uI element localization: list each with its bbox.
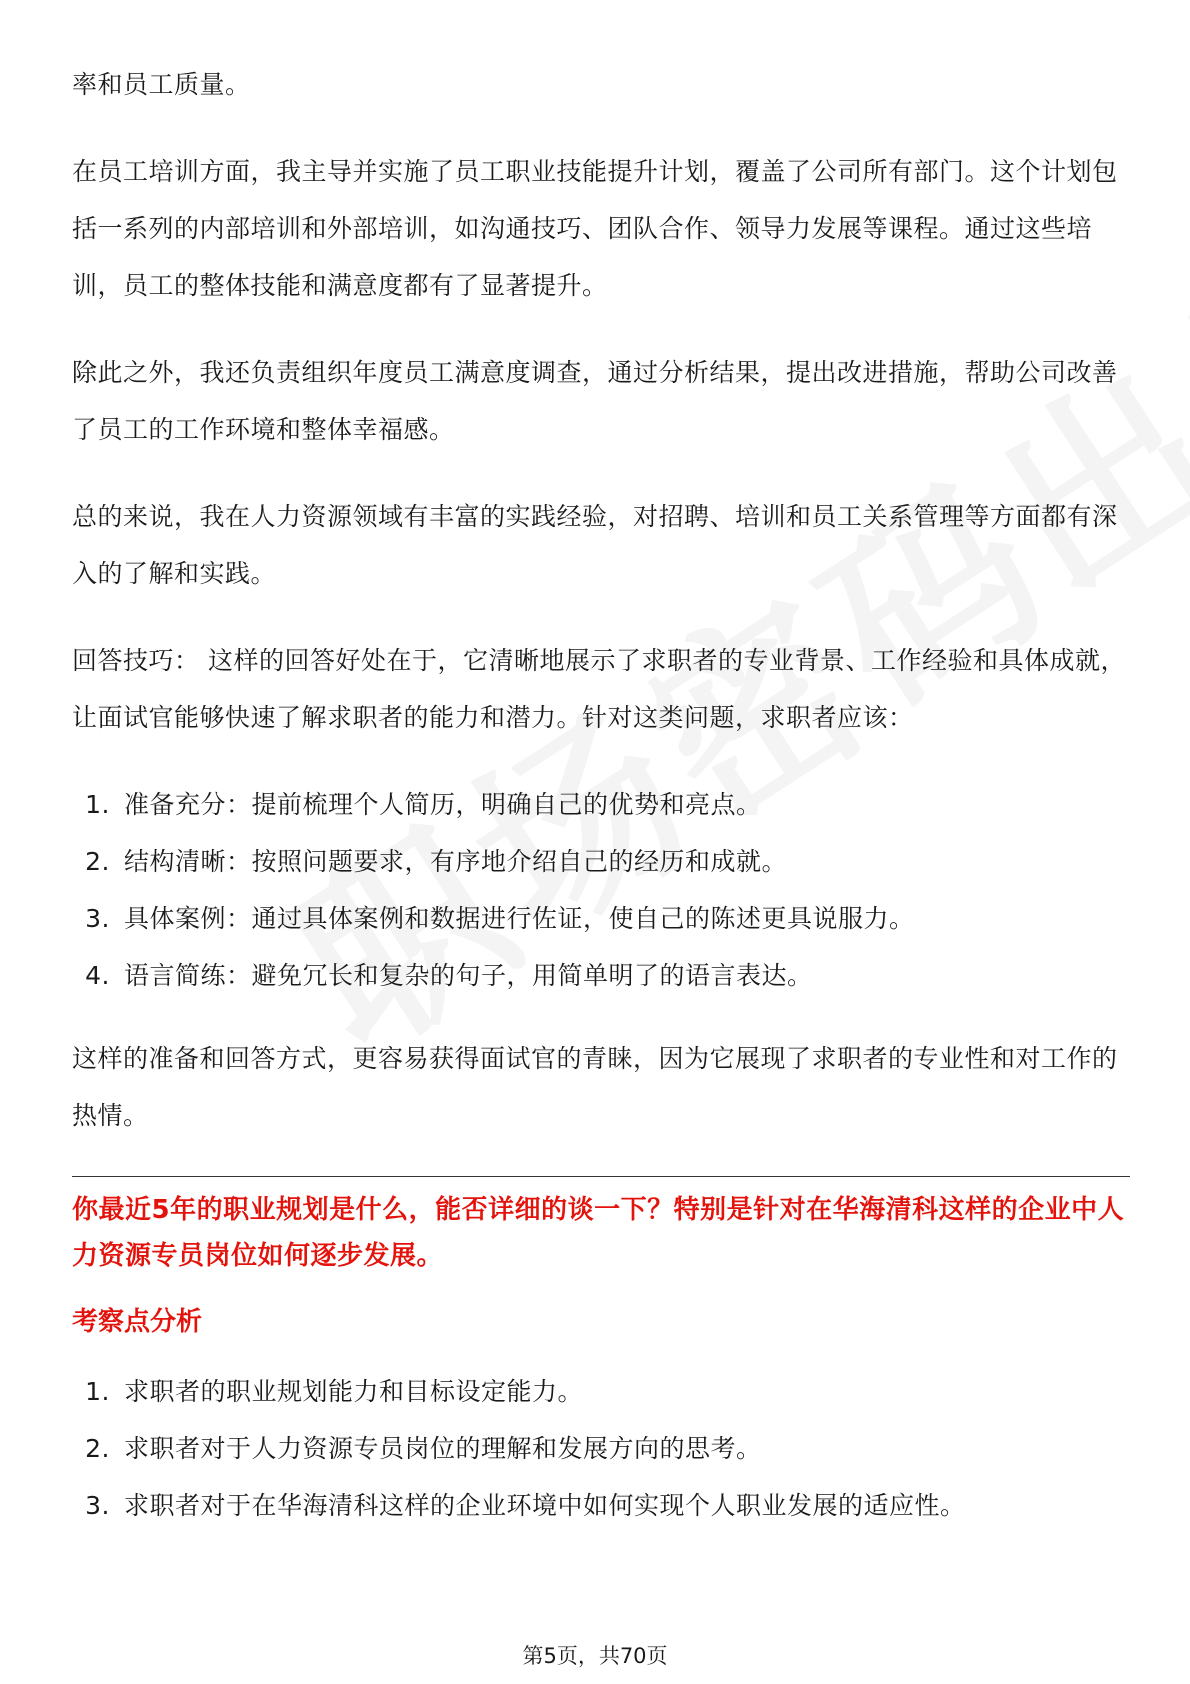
list-item — [72, 1477, 1130, 1534]
closing-paragraph: 这样的准备和回答方式，更容易获得面试官的青睐，因为它展现了求职者的专业性和对工作的热情。 — [72, 1044, 1118, 1130]
section-divider — [72, 1176, 1130, 1177]
list-item — [72, 1420, 1130, 1477]
page-number: 第5页，共70页 — [522, 1644, 668, 1668]
list-item — [72, 833, 1130, 890]
list-text: 结构清晰：按照问题要求，有序地介绍自己的经历和成就。 — [124, 847, 788, 876]
page-content — [72, 56, 1130, 1560]
list-item — [72, 947, 1130, 1004]
answer-tips-paragraph: 回答技巧： 这样的回答好处在于，它清晰地展示了求职者的专业背景、工作经验和具体成就，让面试官能够快速了解求职者的能力和潜力。针对这类问题，求职者应该： — [72, 646, 1126, 732]
tips-list — [72, 776, 1130, 1004]
list-number: 3. — [85, 1491, 110, 1520]
list-text: 准备充分：提前梳理个人简历，明确自己的优势和亮点。 — [124, 790, 762, 819]
list-number: 4. — [85, 961, 110, 990]
paragraph: 除此之外，我还负责组织年度员工满意度调查，通过分析结果，提出改进措施，帮助公司改善了员工的工作环境和整体幸福感。 — [72, 358, 1118, 444]
paragraph: 总的来说，我在人力资源领域有丰富的实践经验，对招聘、培训和员工关系管理等方面都有深入的了解和实践。 — [72, 502, 1118, 588]
list-number: 2. — [85, 847, 110, 876]
list-item — [72, 890, 1130, 947]
list-item — [72, 776, 1130, 833]
list-number: 3. — [85, 904, 110, 933]
analysis-heading: 考察点分析 — [72, 1307, 203, 1337]
list-text: 具体案例：通过具体案例和数据进行佐证，使自己的陈述更具说服力。 — [124, 904, 915, 933]
analysis-list — [72, 1363, 1130, 1534]
list-text: 语言简练：避免冗长和复杂的句子，用简单明了的语言表达。 — [124, 961, 813, 990]
list-item — [72, 1363, 1130, 1420]
paragraph: 在员工培训方面，我主导并实施了员工职业技能提升计划，覆盖了公司所有部门。这个计划包括一系列的内部培训和外部培训，如沟通技巧、团队合作、领导力发展等课程。通过这些培训，员工的整体技能和满意度都有了显著提升。 — [72, 157, 1118, 300]
list-number: 1. — [85, 1377, 110, 1406]
list-number: 2. — [85, 1434, 110, 1463]
paragraph: 率和员工质量。 — [72, 70, 251, 99]
list-number: 1. — [85, 790, 110, 819]
list-text: 求职者对于在华海清科这样的企业环境中如何实现个人职业发展的适应性。 — [124, 1491, 966, 1520]
list-text: 求职者的职业规划能力和目标设定能力。 — [124, 1377, 584, 1406]
interview-question: 你最近5年的职业规划是什么，能否详细的谈一下？特别是针对在华海清科这样的企业中人力资源专员岗位如何逐步发展。 — [72, 1195, 1125, 1271]
list-text: 求职者对于人力资源专员岗位的理解和发展方向的思考。 — [124, 1434, 762, 1463]
